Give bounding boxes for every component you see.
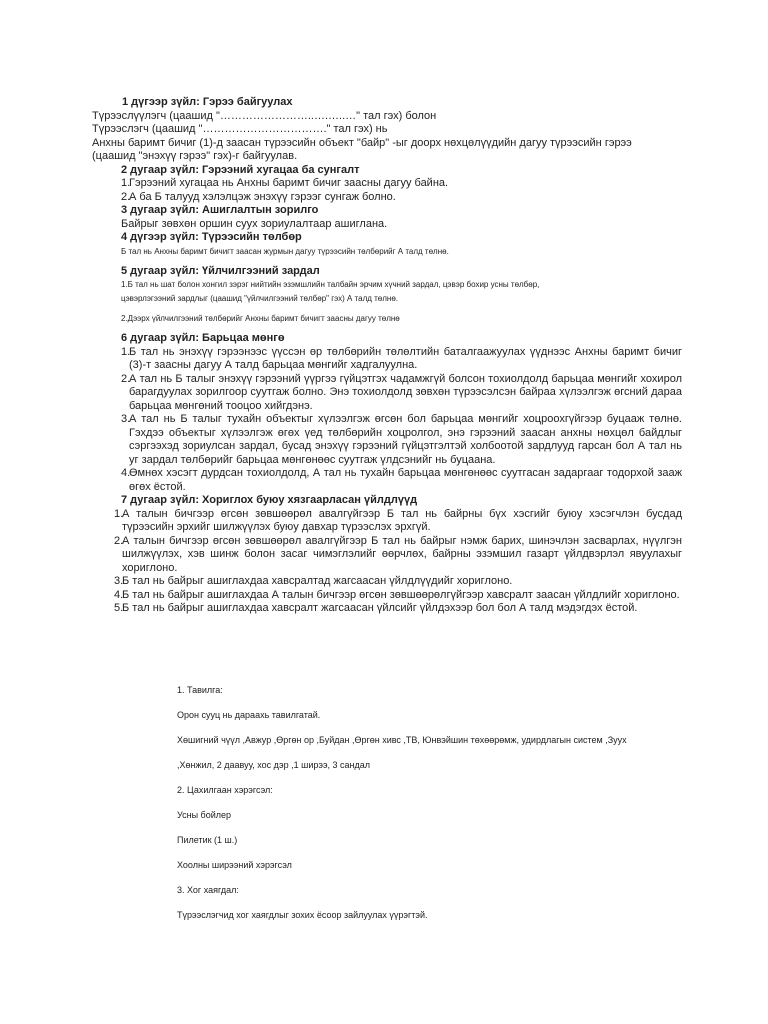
list-text: А ба Б талууд хэлэлцэж энэхүү гэрээг сунгаж болно. xyxy=(129,190,396,203)
list-text: А талын бичгээр өгсөн зөвшөөрөл авалгүйгээр Б тал нь байрны бүх хэсгийг буюу хэсэгчлэн бусдад түрээсийн эрхийг шилжүүлэх буюу давхар түрээслэх эрхгүй. xyxy=(122,507,682,533)
appendix-line: Түрээслэгчид хог хаягдлыг зохих ёсоор зайлуулах үүрэгтэй. xyxy=(177,910,428,920)
list-item xyxy=(121,191,682,205)
list-item xyxy=(121,373,682,414)
list-text: А талын бичгээр өгсөн зөвшөөрөл авалгүйгээр Б тал нь байрыг нэмж барих, шинэчлэн засварлах, нүүлгэн шилжүүлэх, хэв шинж болон засаг чимэглэлийг өөрчлөх, байрны эзэмшил газарт үйлдвэрлэл явуулахыг хориглоно. xyxy=(122,534,682,574)
section-5-line: 1.Б тал нь шат болон хонгил зэрэг нийтийн эзэмшлийн талбайн эрчим хүчний зардал, цэвэр бохир усны төлбөр, xyxy=(121,280,540,289)
list-text: А тал нь Б талыг тухайн объектыг хүлээлгэж өгсөн бол барьцаа мөнгийг хоцроохгүйгээр буцааж төлнө. Гэхдээ объектыг хүлээлгэж өгөх үед төлбөрийн хоцролгол, энэ гэрээний заасан анхны нөхцөл байдлыг сэргээхэд зориулсан зардал, бусад энэхүү гэрээний гүйцэтгэлтэй холбоотой зардлууд гарсан бол А тал нь уг зардал төлбөрийг барьцаа мөнгөнөөс суутгаж үлдсэнийг нь буцаана. xyxy=(129,413,682,466)
section-5-line: цэвэрлэгээний зардлыг (цаашид "үйлчилгээний төлбөр" гэх) А талд төлнө. xyxy=(121,294,399,303)
list-text: Гэрээний хугацаа нь Анхны баримт бичиг заасны дагуу байна. xyxy=(129,177,449,189)
section-5-line: 2.Дээрх үйлчилгээний төлбөрийг Анхны баримт бичигт заасны дагуу төлнө xyxy=(121,314,400,323)
list-number: 2. xyxy=(121,372,131,385)
appendix-block xyxy=(177,684,697,934)
list-text: Б тал нь байрыг ашиглахдаа хавсралт жагсаасан үйлсийг үйлдэхээр бол бол А талд мэдэгдэх ёстой. xyxy=(122,602,638,614)
appendix-line: Пилетик (1 ш.) xyxy=(177,835,238,845)
appendix-heading: 2. Цахилгаан хэрэгсэл: xyxy=(177,785,273,795)
list-item xyxy=(114,535,682,576)
list-text: А тал нь Б талыг энэхүү гэрээний үүргээ гүйцэтгэх чадамжгүй болсон тохиолдолд барьцаа мөнгийг хохирол барагдуулах зорилгоор суутгаж болно. Энэ тохиолдолд зөвхөн түрээсэлсэн байраа хүлээлгэж өгсний дараа барьцаа мөнгөний тооцоо хийгдэнэ. xyxy=(129,372,682,412)
appendix-line: Хөшигний чүүл ,Авжур ,Өргөн ор ,Буйдан ,Өргөн хивс ,ТВ, Юнвэйшин төхөөрөмж, удирдлагын систем ,Зуух xyxy=(177,735,627,745)
paragraph-line: Анхны баримт бичиг (1)-д заасан түрээсийн объект "байр" -ыг доорх нөхцөлүүдийн дагуу түрээсийн гэрээ xyxy=(92,136,632,149)
contract-body xyxy=(92,96,682,616)
list-item xyxy=(114,575,682,589)
paragraph-line: Түрээслэгч (цаашид "……………………………." тал гэх) нь xyxy=(92,123,388,135)
section-4-text: Б тал нь Анхны баримт бичигт заасан журмын дагуу түрээсийн төлбөрийг А талд төлнө. xyxy=(121,246,449,256)
list-number: 1. xyxy=(114,507,124,520)
list-number: 3. xyxy=(121,413,131,425)
paragraph-line: Түрээслүүлэгч (цаашид "……………………..….…..…" тал гэх) болон xyxy=(92,109,437,122)
list-item xyxy=(121,467,682,494)
appendix-line: Хоолны ширээний хэрэгсэл xyxy=(177,860,292,870)
list-text: Өмнөх хэсэгт дурдсан тохиолдолд, А тал нь тухайн барьцаа мөнгөнөөс суутгасан задаргааг тодорхой зааж өгөх ёстой. xyxy=(129,467,682,493)
list-number: 4. xyxy=(121,467,131,479)
list-number: 1. xyxy=(121,177,131,189)
list-text: Б тал нь байрыг ашиглахдаа хавсралтад жагсаасан үйлдлүүдийг хориглоно. xyxy=(122,575,513,587)
appendix-line: ,Хөнжил, 2 даавуу, хос дэр ,1 ширээ, 3 сандал xyxy=(177,760,371,770)
list-number: 4. xyxy=(114,588,124,601)
list-text: Б тал нь байрыг ашиглахдаа А талын бичгээр өгсөн зөвшөөрөлгүйгээр хавсралт заасан үйлдлийг хориглоно. xyxy=(122,588,680,601)
section-6-title: 6 дугаар зүйл: Барьцаа мөнгө xyxy=(121,332,285,344)
appendix-line: Усны бойлер xyxy=(177,810,232,820)
section-1-title: 1 дүгээр зүйл: Гэрээ байгуулах xyxy=(122,96,293,108)
list-number: 1. xyxy=(121,345,131,358)
list-number: 3. xyxy=(114,575,124,587)
appendix-line: Орон сууц нь дараахь тавилгатай. xyxy=(177,710,321,720)
list-item xyxy=(114,508,682,535)
section-2-list xyxy=(92,177,682,204)
section-5-title: 5 дугаар зүйл: Үйлчилгээний зардал xyxy=(121,264,320,277)
section-3-title: 3 дугаар зүйл: Ашиглалтын зорилго xyxy=(121,204,319,216)
list-item xyxy=(121,346,682,373)
appendix-heading: 1. Тавилга: xyxy=(177,685,223,695)
section-2-title: 2 дугаар зүйл: Гэрээний хугацаа ба сунгалт xyxy=(121,163,360,176)
list-item xyxy=(121,413,682,467)
list-number: 5. xyxy=(114,602,124,614)
section-4-title: 4 дүгээр зүйл: Түрээсийн төлбөр xyxy=(121,231,302,243)
paragraph-line: (цаашид "энэхүү гэрээ" гэх)-г байгуулав. xyxy=(92,150,298,162)
list-item xyxy=(114,602,682,616)
list-text: Б тал нь энэхүү гэрээнээс үүссэн өр төлбөрийн төлөлтийн баталгаажуулах үүднээс Анхны баримт бичиг (3)-т заасны дагуу А талд барьцаа мөнгийг хадгалуулна. xyxy=(129,345,682,371)
section-7-title: 7 дугаар зүйл: Хориглох буюу хязгаарласан үйлдлүүд xyxy=(121,494,418,506)
appendix-heading: 3. Хог хаягдал: xyxy=(177,885,239,895)
list-item xyxy=(121,177,682,191)
list-number: 2. xyxy=(121,190,131,203)
section-6-list xyxy=(92,346,682,495)
section-3-text: Байрыг зөвхөн оршин суух зориулалтаар ашиглана. xyxy=(121,217,388,230)
list-item xyxy=(114,589,682,603)
section-7-list xyxy=(92,508,682,616)
list-number: 2. xyxy=(114,534,124,547)
